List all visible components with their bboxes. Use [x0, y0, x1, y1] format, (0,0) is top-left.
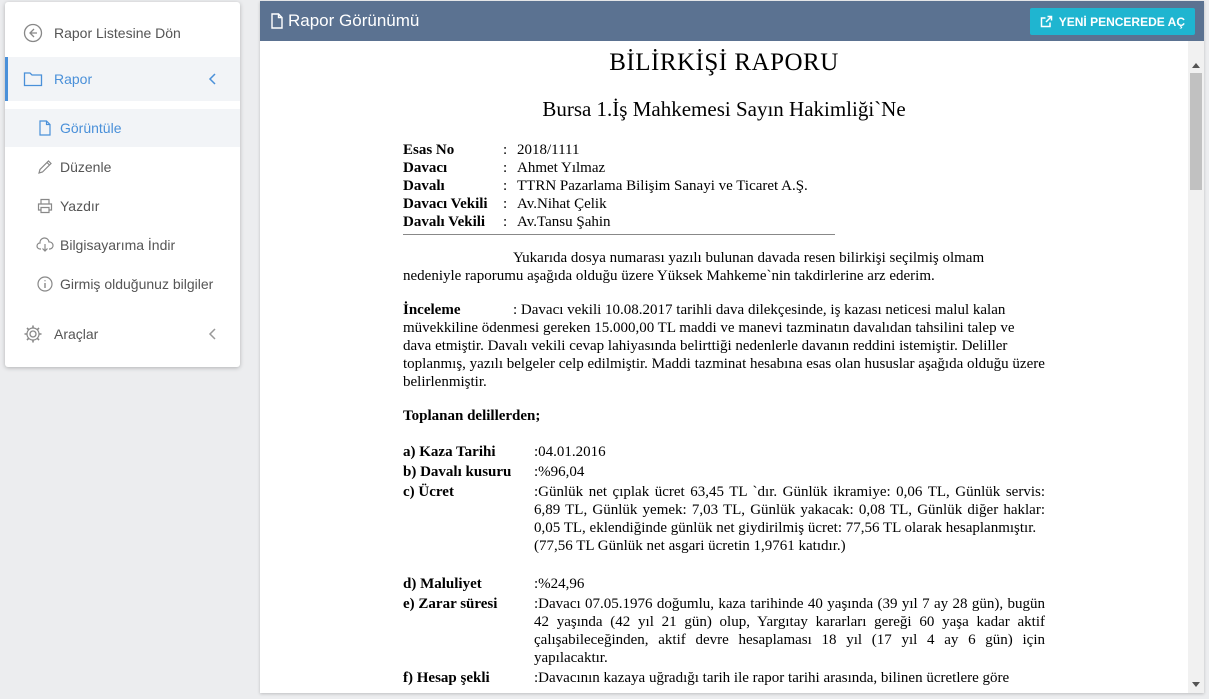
open-new-window-label: YENİ PENCEREDE AÇ — [1058, 14, 1185, 29]
info-row: Esas No : 2018/1111 — [403, 142, 580, 158]
info-row: Davalı Vekili : Av.Tansu Şahin — [403, 214, 611, 230]
info-row: Davalı : TTRN Pazarlama Bilişim Sanayi ve Ticaret A.Ş. — [403, 178, 808, 194]
evidence-label: b) Davalı kusuru — [403, 464, 512, 480]
sidebar-item-rapor[interactable] — [5, 57, 240, 101]
printer-icon — [36, 197, 54, 215]
evidence-label: d) Maluliyet — [403, 576, 482, 592]
evidence-value: :Davacı 07.05.1976 doğumlu, kaza tarihinde 40 yaşında (39 yıl 7 ay 28 gün), bugün 42 yaşında (42 yıl 21 gün) olup, Yargıtay kararları gereği 60 yaşa kadar aktif çalışabileceğinden, aktif devre hesaplaması 18 yıl (17 yıl 4 ay 6 gün) için yapılacaktır. — [534, 596, 1045, 666]
evidence-row — [403, 483, 1045, 555]
external-link-icon — [1040, 15, 1053, 28]
yazdir-label: Yazdır — [60, 198, 100, 214]
ucret-text: :Günlük net çıplak ücret 63,45 TL `dır. Günlük ikramiye: 0,06 TL, Günlük servis: 6,89 TL, Günlük yemek: 7,03 TL, Günlük yakacak: 0,08 TL, Günlük diğer haklar: 0,05 TL, eklendiğinde günlük net giydirilmiş ücret: 77,56 TL olarak hesaplanmıştır. — [534, 484, 1045, 536]
scroll-thumb[interactable] — [1190, 73, 1202, 190]
arrow-left-circle-icon — [22, 22, 44, 44]
duzenle-label: Düzenle — [60, 159, 112, 175]
evidence-row — [403, 443, 1045, 461]
case-info-table — [403, 141, 835, 235]
evidence-value: :%24,96 — [534, 576, 585, 592]
document-scrollbar[interactable] — [1188, 41, 1204, 693]
open-new-window-button[interactable] — [1030, 8, 1195, 35]
panel-header — [260, 1, 1204, 41]
evidence-value: :%96,04 — [534, 464, 585, 480]
evidence-row — [403, 463, 1045, 481]
intro-paragraph — [403, 249, 1045, 285]
folder-icon — [22, 68, 44, 90]
bilgiler-label: Girmiş olduğunuz bilgiler — [60, 276, 214, 292]
file-icon — [36, 119, 54, 137]
intro-line-2: nedeniyle raporumu aşağıda olduğu üzere Yüksek Mahkeme`nin takdirlerine arz ederim. — [403, 268, 935, 284]
evidence-row — [403, 595, 1045, 667]
evidence-value — [534, 483, 1045, 555]
gear-icon — [22, 323, 44, 345]
chevron-left-icon — [208, 328, 218, 340]
info-label: Davacı Vekili — [403, 196, 488, 212]
info-value: TTRN Pazarlama Bilişim Sanayi ve Ticaret A.Ş. — [517, 178, 808, 194]
info-row: Davacı Vekili : Av.Nihat Çelik — [403, 196, 607, 212]
evidence-row — [403, 669, 1045, 687]
info-label: Davalı Vekili — [403, 214, 486, 230]
scroll-down-arrow-icon[interactable] — [1192, 682, 1200, 687]
report-view-panel — [260, 1, 1204, 693]
cloud-download-icon — [36, 236, 54, 254]
info-value: Av.Tansu Şahin — [517, 214, 611, 230]
araclar-label: Araçlar — [54, 326, 99, 342]
evidence-label: c) Ücret — [403, 484, 454, 500]
evidence-label: a) Kaza Tarihi — [403, 444, 496, 460]
pencil-icon — [36, 158, 54, 176]
ucret-extra: (77,56 TL Günlük net asgari ücretin 1,9761 katıdır.) — [534, 538, 846, 554]
info-value: 2018/1111 — [517, 142, 580, 158]
evidence-label: f) Hesap şekli — [403, 670, 490, 686]
info-label: Esas No — [403, 142, 455, 158]
info-value: Ahmet Yılmaz — [517, 160, 606, 176]
intro-line-1: Yukarıda dosya numarası yazılı bulunan davada resen bilirkişi seçilmiş olmam — [513, 250, 985, 266]
sidebar-item-indir[interactable] — [5, 226, 240, 264]
back-label: Rapor Listesine Dön — [54, 25, 181, 41]
back-to-report-list-link[interactable] — [5, 11, 240, 55]
sidebar-item-yazdir[interactable] — [5, 187, 240, 225]
panel-title: Rapor Görünümü — [288, 11, 420, 30]
sidebar — [5, 2, 240, 367]
inceleme-label: İnceleme — [403, 302, 461, 318]
rapor-label: Rapor — [54, 71, 93, 87]
info-label: Davacı — [403, 160, 448, 176]
info-label: Davalı — [403, 178, 445, 194]
report-document[interactable] — [260, 41, 1188, 693]
indir-label: Bilgisayarıma İndir — [60, 237, 176, 253]
court-name: Bursa 1.İş Mahkemesi Sayın Hakimliği`Ne — [542, 97, 906, 121]
evidence-value: :Davacının kazaya uğradığı tarih ile rapor tarihi arasında, bilinen ücretlere göre — [534, 670, 1010, 686]
file-icon — [270, 13, 284, 29]
sidebar-item-bilgiler[interactable] — [5, 265, 240, 303]
toplanan-heading: Toplanan delillerden; — [403, 408, 541, 424]
info-icon — [36, 275, 54, 293]
inceleme-paragraph — [403, 301, 1045, 391]
evidence-row — [403, 575, 1045, 593]
scroll-up-arrow-icon[interactable] — [1192, 63, 1200, 68]
info-row: Davacı : Ahmet Yılmaz — [403, 160, 606, 176]
goruntule-label: Görüntüle — [60, 120, 122, 136]
chevron-left-icon — [208, 73, 218, 85]
sidebar-item-goruntule[interactable] — [5, 109, 240, 147]
report-title: BİLİRKİŞİ RAPORU — [609, 49, 839, 76]
sidebar-item-duzenle[interactable] — [5, 148, 240, 186]
evidence-value: :04.01.2016 — [534, 444, 606, 460]
evidence-label: e) Zarar süresi — [403, 596, 498, 612]
info-value: Av.Nihat Çelik — [517, 196, 607, 212]
inceleme-text: : Davacı vekili 10.08.2017 tarihli dava dilekçesinde, iş kazası neticesi malul kalan müvekkiline ödenmesi gereken 15.000,00 TL maddi ve manevi tazminatın davalıdan tahsilini talep ve dava etmiştir. Davalı vekili cevap lahiyasında belirttiği nedenlerle davanın reddini istemiştir. Deliller toplanmış, yazılı belgeler celp edilmiştir. Maddi tazminat hesabına esas olan hususlar aşağıda olduğu üzere belirlenmiştir. — [403, 302, 1045, 390]
sidebar-item-araclar[interactable] — [5, 312, 240, 356]
